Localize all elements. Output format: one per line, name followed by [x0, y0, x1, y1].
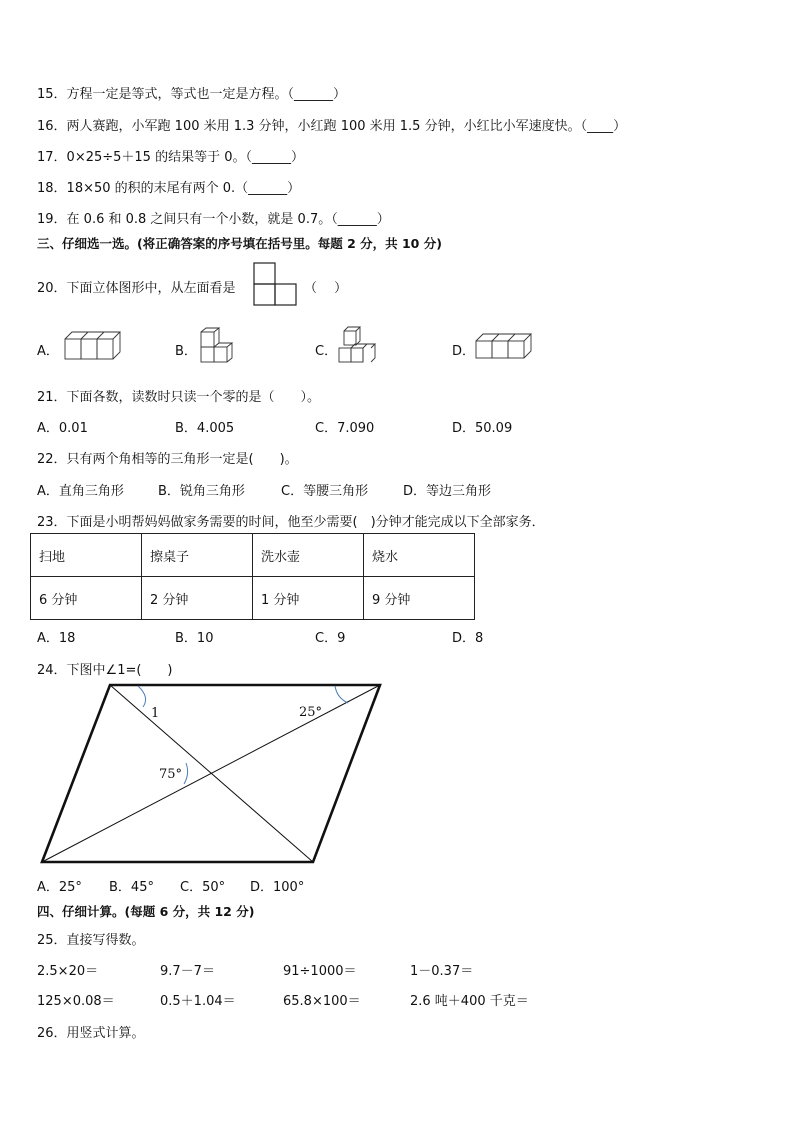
question-25-stem: 25．直接写得数。 [37, 933, 145, 948]
calc-item: 2.5×20＝ [37, 964, 99, 979]
q22-option-c: C．等腰三角形 [281, 484, 369, 499]
question-21-stem: 21．下面各数，读数时只读一个零的是（ ）。 [37, 390, 321, 405]
calc-item: 91÷1000＝ [283, 964, 357, 979]
question-23-stem: 23．下面是小明帮妈妈做家务需要的时间，他至少需要( )分钟才能完成以下全部家务． [37, 515, 545, 530]
table-cell: 2 分钟 [142, 577, 253, 620]
table-cell: 6 分钟 [31, 577, 142, 620]
question-15: 15．方程一定是等式，等式也一定是方程。（______） [37, 87, 347, 102]
q23-option-d: D．8 [452, 631, 484, 646]
q22-option-b: B．锐角三角形 [158, 484, 245, 499]
question-16: 16．两人赛跑，小军跑 100 米用 1.3 分钟，小红跑 100 米用 1.5 分钟，小红比小军速度快。（____） [37, 119, 627, 134]
q21-option-c: C．7.090 [315, 421, 375, 436]
q22-option-d: D．等边三角形 [403, 484, 492, 499]
q23-option-a: A．18 [37, 631, 76, 646]
q20-option-c: C． [315, 344, 338, 359]
calc-item: 65.8×100＝ [283, 994, 361, 1009]
q24-option-a: A．25° [37, 880, 82, 895]
angle-1-label: 1 [151, 706, 160, 721]
q23-option-c: C．9 [315, 631, 346, 646]
table-cell: 1 分钟 [253, 577, 364, 620]
question-20-paren: （ ） [304, 281, 348, 296]
table-cell: 扫地 [31, 534, 142, 577]
calc-item: 2.6 吨＋400 千克＝ [410, 994, 529, 1009]
question-24-stem: 24．下图中∠1=( ) [37, 663, 173, 678]
table-cell: 洗水壶 [253, 534, 364, 577]
q20-option-b: B． [175, 344, 197, 359]
calc-item: 125×0.08＝ [37, 994, 115, 1009]
angle-25-label: 25° [299, 705, 323, 720]
q21-option-a: A．0.01 [37, 421, 88, 436]
angle-75-label: 75° [159, 767, 183, 782]
q24-option-d: D．100° [250, 880, 305, 895]
q21-option-d: D．50.09 [452, 421, 513, 436]
question-18: 18．18×50 的积的末尾有两个 0.（______） [37, 181, 301, 196]
calc-item: 9.7－7＝ [160, 964, 215, 979]
q21-option-b: B．4.005 [175, 421, 235, 436]
q22-option-a: A．直角三角形 [37, 484, 124, 499]
q24-option-b: B．45° [109, 880, 154, 895]
q24-option-c: C．50° [180, 880, 226, 895]
question-17: 17．0×25÷5＋15 的结果等于 0。（______） [37, 150, 304, 165]
table-cell: 烧水 [364, 534, 475, 577]
table-cell: 擦桌子 [142, 534, 253, 577]
table-cell: 9 分钟 [364, 577, 475, 620]
q20-option-a: A． [37, 344, 59, 359]
question-20-stem: 20．下面立体图形中，从左面看是 [37, 281, 236, 296]
question-26: 26．用竖式计算。 [37, 1026, 145, 1041]
calc-item: 0.5＋1.04＝ [160, 994, 236, 1009]
q23-option-b: B．10 [175, 631, 214, 646]
calc-item: 1－0.37＝ [410, 964, 474, 979]
section-3-heading: 三、仔细选一选。(将正确答案的序号填在括号里。每题 2 分，共 10 分) [37, 236, 442, 251]
question-19: 19．在 0.6 和 0.8 之间只有一个小数，就是 0.7。（______） [37, 212, 390, 227]
question-22-stem: 22．只有两个角相等的三角形一定是( )。 [37, 452, 298, 467]
q20-option-d: D． [452, 344, 476, 359]
section-4-heading: 四、仔细计算。(每题 6 分，共 12 分) [37, 904, 255, 919]
